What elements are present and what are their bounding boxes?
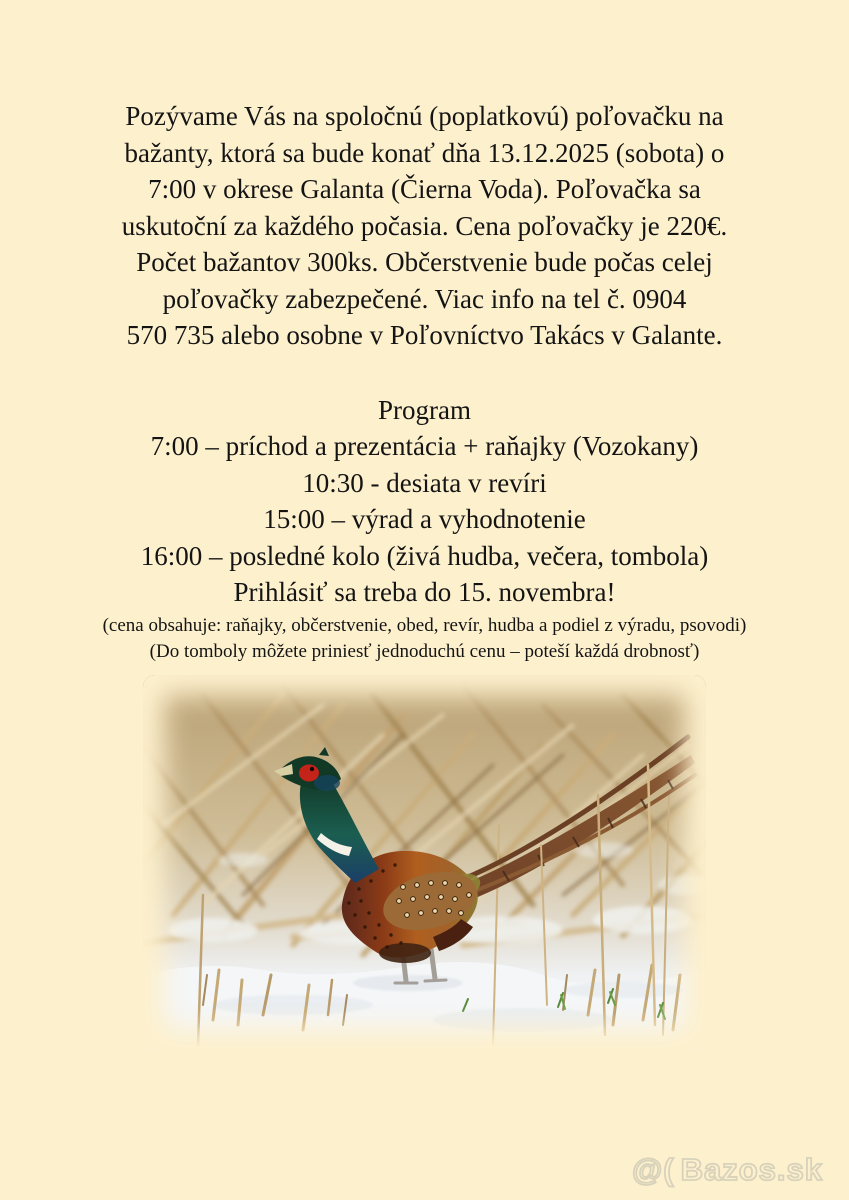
invitation-line: Pozývame Vás na spoločnú (poplatkovú) poľovačku na [125,101,724,131]
program-item: 16:00 – posledné kolo (živá hudba, večera, tombola) [140,540,709,571]
pheasant-photo-illustration [143,675,706,1050]
invitation-paragraph [0,98,849,354]
invitation-line: 570 735 alebo osobne v Poľovníctvo Takács v Galante. [126,320,723,350]
price-note: (cena obsahuje: raňajky, občerstvenie, obed, revír, hudba a podiel z výradu, psovodi) [102,614,747,636]
program-item: 15:00 – výrad a vyhodnotenie [263,504,586,534]
program-title: Program [378,394,471,425]
program-item: 7:00 – príchod a prezentácia + raňajky (Vozokany) [150,431,699,461]
pheasant-photo [143,675,706,1050]
invitation-line: uskutoční za každého počasia. Cena poľovačky je 220€. [121,210,728,241]
invitation-line: Počet bažantov 300ks. Občerstvenie bude počas celej [136,247,713,277]
bazos-logo-glyph: @( [632,1152,675,1187]
tombola-note: (Do tomboly môžete priniesť jednoduchú cenu – poteší každá drobnosť) [149,640,700,662]
invitation-line: bažanty, ktorá sa bude konať dňa 13.12.2025 (sobota) o [124,137,725,168]
program-notes [0,613,849,665]
bazos-watermark-text: Bazos.sk [680,1152,823,1187]
invitation-line: poľovačky zabezpečené. Viac info na tel č. 0904 [162,283,687,314]
program-item: 10:30 - desiata v revíri [302,467,547,498]
pheasant-eye [310,766,314,770]
invitation-line: 7:00 v okrese Galanta (Čierna Voda). Poľovačka sa [148,174,701,204]
red-face-patch [299,764,319,781]
bazos-watermark [632,1152,823,1188]
program-section [0,392,849,665]
signup-deadline: Prihlásiť sa treba do 15. novembra! [233,577,616,607]
